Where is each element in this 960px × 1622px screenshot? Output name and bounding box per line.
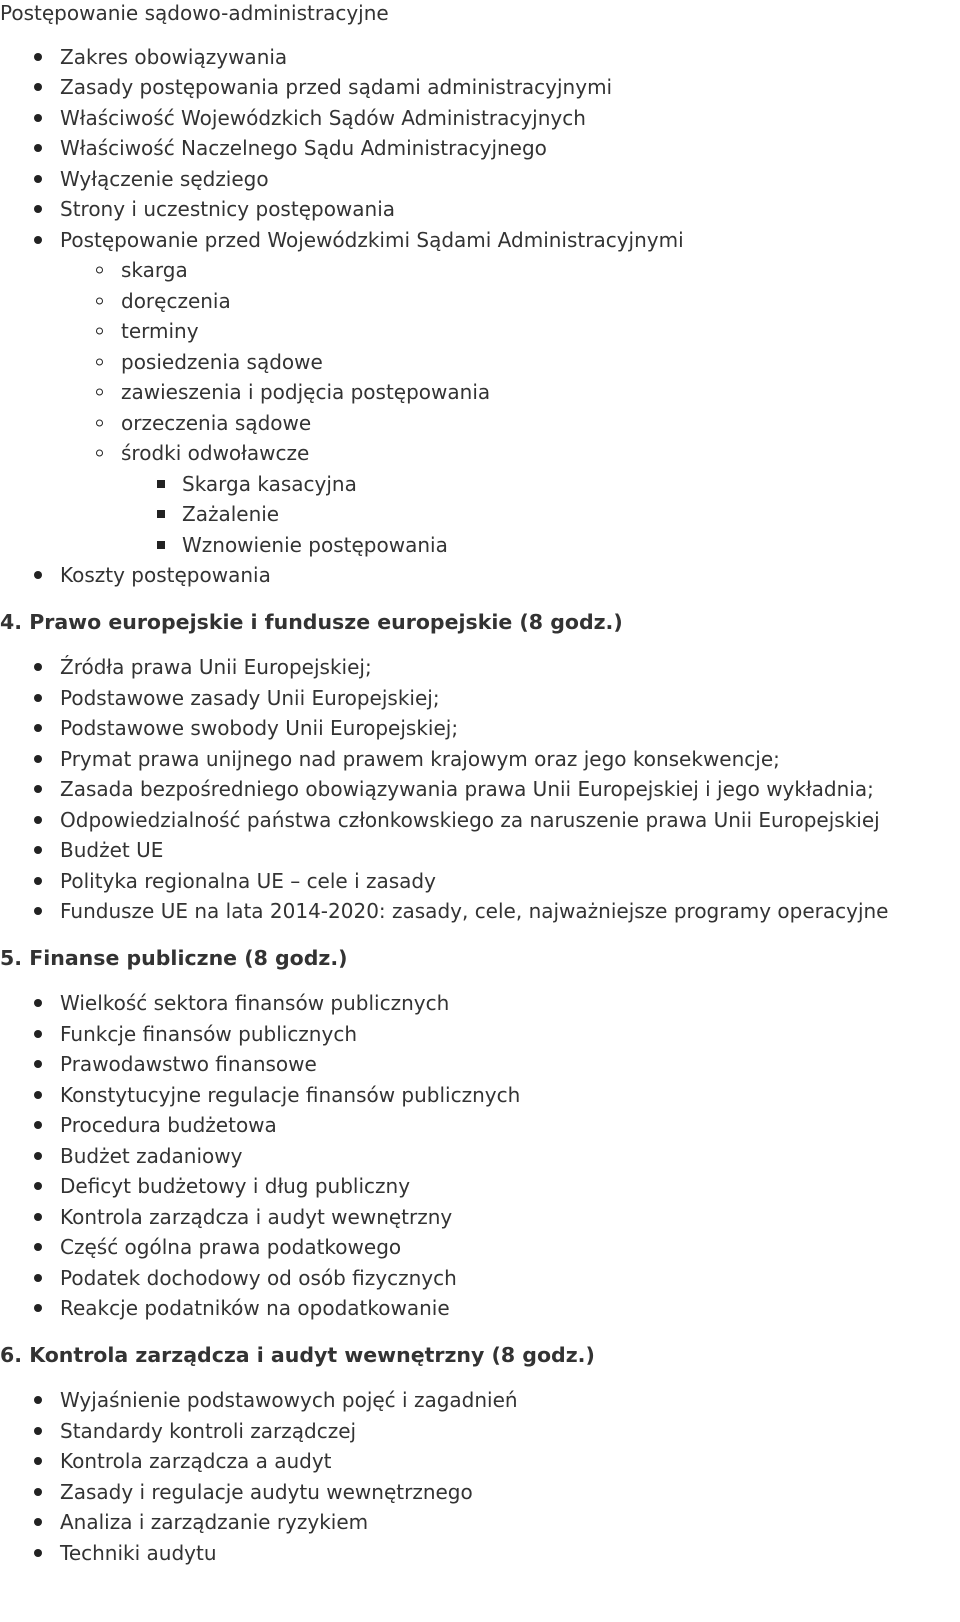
bullet-icon	[34, 1243, 42, 1251]
bullet-icon	[34, 1549, 42, 1557]
bullet-icon	[34, 724, 42, 732]
list-item: Fundusze UE na lata 2014-2020: zasady, cele, najważniejsze programy operacyjne	[60, 897, 889, 925]
bullet-icon	[34, 785, 42, 793]
bullet-icon	[34, 1457, 42, 1465]
list-item: Wyjaśnienie podstawowych pojęć i zagadnień	[60, 1386, 518, 1414]
list-item: Reakcje podatników na opodatkowanie	[60, 1294, 450, 1322]
square-bullet-icon	[157, 480, 165, 488]
bullet-icon	[34, 175, 42, 183]
circle-bullet-icon	[96, 298, 103, 305]
page-title: Postępowanie sądowo-administracyjne	[0, 1, 389, 25]
bullet-icon	[34, 1488, 42, 1496]
list-item: Odpowiedzialność państwa członkowskiego za naruszenie prawa Unii Europejskiej	[60, 806, 880, 834]
bullet-icon	[34, 694, 42, 702]
list-item: Postępowanie przed Wojewódzkimi Sądami Administracyjnymi	[60, 226, 684, 254]
list-item: Kontrola zarządcza i audyt wewnętrzny	[60, 1203, 452, 1231]
sub-list-item: środki odwoławcze	[121, 439, 309, 467]
sub-sub-list-item: Zażalenie	[182, 500, 279, 528]
bullet-icon	[34, 816, 42, 824]
list-item: Właściwość Wojewódzkich Sądów Administracyjnych	[60, 104, 586, 132]
circle-bullet-icon	[96, 359, 103, 366]
list-item: Budżet UE	[60, 836, 163, 864]
bullet-icon	[34, 1121, 42, 1129]
bullet-icon	[34, 907, 42, 915]
list-item: Podatek dochodowy od osób fizycznych	[60, 1264, 457, 1292]
list-item: Polityka regionalna UE – cele i zasady	[60, 867, 436, 895]
circle-bullet-icon	[96, 328, 103, 335]
list-item: Techniki audytu	[60, 1539, 217, 1567]
list-item: Analiza i zarządzanie ryzykiem	[60, 1508, 368, 1536]
section-heading: 6. Kontrola zarządcza i audyt wewnętrzny (8 godz.)	[0, 1343, 595, 1367]
sub-list-item: terminy	[121, 317, 199, 345]
list-item: Kontrola zarządcza a audyt	[60, 1447, 332, 1475]
bullet-icon	[34, 999, 42, 1007]
circle-bullet-icon	[96, 389, 103, 396]
list-item: Budżet zadaniowy	[60, 1142, 242, 1170]
list-item: Źródła prawa Unii Europejskiej;	[60, 653, 372, 681]
bullet-icon	[34, 1304, 42, 1312]
sub-list-item: doręczenia	[121, 287, 231, 315]
bullet-icon	[34, 1152, 42, 1160]
list-item: Deficyt budżetowy i dług publiczny	[60, 1172, 410, 1200]
circle-bullet-icon	[96, 420, 103, 427]
list-item: Procedura budżetowa	[60, 1111, 277, 1139]
list-item: Zasady i regulacje audytu wewnętrznego	[60, 1478, 473, 1506]
circle-bullet-icon	[96, 450, 103, 457]
list-item: Podstawowe zasady Unii Europejskiej;	[60, 684, 440, 712]
bullet-icon	[34, 571, 42, 579]
square-bullet-icon	[157, 541, 165, 549]
list-item: Zasada bezpośredniego obowiązywania prawa Unii Europejskiej i jego wykładnia;	[60, 775, 874, 803]
bullet-icon	[34, 1213, 42, 1221]
bullet-icon	[34, 1060, 42, 1068]
list-item: Koszty postępowania	[60, 561, 271, 589]
bullet-icon	[34, 205, 42, 213]
square-bullet-icon	[157, 510, 165, 518]
list-item: Prymat prawa unijnego nad prawem krajowym oraz jego konsekwencje;	[60, 745, 780, 773]
sub-sub-list-item: Skarga kasacyjna	[182, 470, 357, 498]
list-item: Wielkość sektora finansów publicznych	[60, 989, 449, 1017]
bullet-icon	[34, 1091, 42, 1099]
bullet-icon	[34, 663, 42, 671]
bullet-icon	[34, 1396, 42, 1404]
list-item: Część ogólna prawa podatkowego	[60, 1233, 401, 1261]
list-item: Właściwość Naczelnego Sądu Administracyjnego	[60, 134, 547, 162]
bullet-icon	[34, 755, 42, 763]
list-item: Zasady postępowania przed sądami administracyjnymi	[60, 73, 612, 101]
list-item: Zakres obowiązywania	[60, 43, 287, 71]
bullet-icon	[34, 1030, 42, 1038]
section-heading: 5. Finanse publiczne (8 godz.)	[0, 946, 348, 970]
circle-bullet-icon	[96, 267, 103, 274]
sub-list-item: skarga	[121, 256, 188, 284]
bullet-icon	[34, 1518, 42, 1526]
sub-list-item: posiedzenia sądowe	[121, 348, 323, 376]
bullet-icon	[34, 877, 42, 885]
list-item: Prawodawstwo finansowe	[60, 1050, 317, 1078]
bullet-icon	[34, 846, 42, 854]
bullet-icon	[34, 144, 42, 152]
sub-list-item: orzeczenia sądowe	[121, 409, 311, 437]
list-item: Standardy kontroli zarządczej	[60, 1417, 356, 1445]
list-item: Wyłączenie sędziego	[60, 165, 269, 193]
bullet-icon	[34, 83, 42, 91]
section-heading: 4. Prawo europejskie i fundusze europejskie (8 godz.)	[0, 610, 623, 634]
sub-list-item: zawieszenia i podjęcia postępowania	[121, 378, 490, 406]
bullet-icon	[34, 1182, 42, 1190]
sub-sub-list-item: Wznowienie postępowania	[182, 531, 448, 559]
list-item: Strony i uczestnicy postępowania	[60, 195, 395, 223]
bullet-icon	[34, 236, 42, 244]
bullet-icon	[34, 1427, 42, 1435]
list-item: Konstytucyjne regulacje finansów publicznych	[60, 1081, 520, 1109]
list-item: Podstawowe swobody Unii Europejskiej;	[60, 714, 458, 742]
bullet-icon	[34, 53, 42, 61]
bullet-icon	[34, 114, 42, 122]
bullet-icon	[34, 1274, 42, 1282]
list-item: Funkcje finansów publicznych	[60, 1020, 357, 1048]
